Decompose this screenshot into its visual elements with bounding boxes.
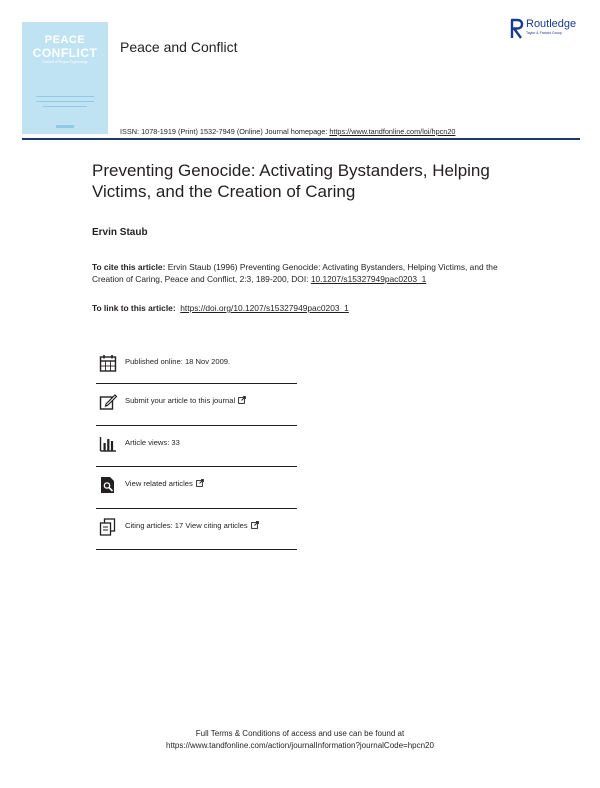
citing-articles-label[interactable]: Citing articles: 17 View citing articles <box>125 521 259 530</box>
citation-text: Ervin Staub (1996) Preventing Genocide: Activating Bystanders, Helping Victims, and the Creation of Caring, Peace and Conflict, 2:3, 189-200, DOI: <box>92 262 498 284</box>
cover-subtitle: Journal of Peace Psychology <box>42 60 88 64</box>
citing-articles-row[interactable] <box>96 509 297 551</box>
cover-title-line1: PEACE <box>44 34 86 46</box>
journal-homepage-link[interactable]: https://www.tandfonline.com/loi/hpcn20 <box>329 127 456 136</box>
terms-text: Full Terms & Conditions of access and use can be found at <box>195 729 405 738</box>
journal-cover <box>22 22 108 134</box>
calendar-icon <box>98 353 118 373</box>
citation-block <box>92 262 502 285</box>
bar-chart-icon <box>98 434 118 454</box>
article-link[interactable]: https://doi.org/10.1207/s15327949pac0203_1 <box>180 303 349 313</box>
header-rule <box>22 138 580 140</box>
link-label: To link to this article: <box>92 303 176 313</box>
link-block <box>92 303 349 313</box>
journal-title: Peace and Conflict <box>120 39 238 55</box>
cover-publisher-logo <box>56 125 74 128</box>
published-online-label: Published online: 18 Nov 2009. <box>125 357 231 366</box>
cover-text-line <box>36 96 94 97</box>
edit-icon <box>98 392 118 412</box>
issn-line <box>120 127 455 136</box>
cover-text-line <box>43 106 87 107</box>
doi-link[interactable]: 10.1207/s15327949pac0203_1 <box>310 273 427 284</box>
citing-articles-icon <box>98 517 118 537</box>
search-document-icon <box>98 475 118 495</box>
submit-article-label[interactable]: Submit your article to this journal <box>125 396 246 405</box>
cover-text-line <box>36 101 94 102</box>
article-title: Preventing Genocide: Activating Bystanders, Helping Victims, and the Creation of Caring <box>92 161 490 201</box>
routledge-r-icon <box>510 17 524 39</box>
terms-footer <box>0 728 600 752</box>
article-views-row <box>96 426 297 468</box>
terms-link[interactable]: https://www.tandfonline.com/action/journalInformation?journalCode=hpcn20 <box>166 741 434 750</box>
article-author: Ervin Staub <box>92 227 148 238</box>
issn-text: ISSN: 1078-1919 (Print) 1532-7949 (Online) Journal homepage: <box>120 127 330 136</box>
publisher-logo <box>510 17 590 41</box>
related-articles-row[interactable] <box>96 467 297 509</box>
published-online-row <box>96 345 297 384</box>
publisher-subname: Taylor & Francis Group <box>526 31 562 35</box>
external-link-icon <box>251 521 259 529</box>
article-views-label: Article views: 33 <box>125 437 180 447</box>
external-link-icon <box>238 396 246 404</box>
cover-title-line2: CONFLICT <box>32 46 98 60</box>
submit-article-row[interactable] <box>96 384 297 426</box>
article-info-list <box>96 345 297 550</box>
publisher-name: Routledge <box>526 18 577 30</box>
external-link-icon <box>196 479 204 487</box>
related-articles-label[interactable]: View related articles <box>125 479 204 488</box>
citation-label: To cite this article: <box>92 262 166 272</box>
